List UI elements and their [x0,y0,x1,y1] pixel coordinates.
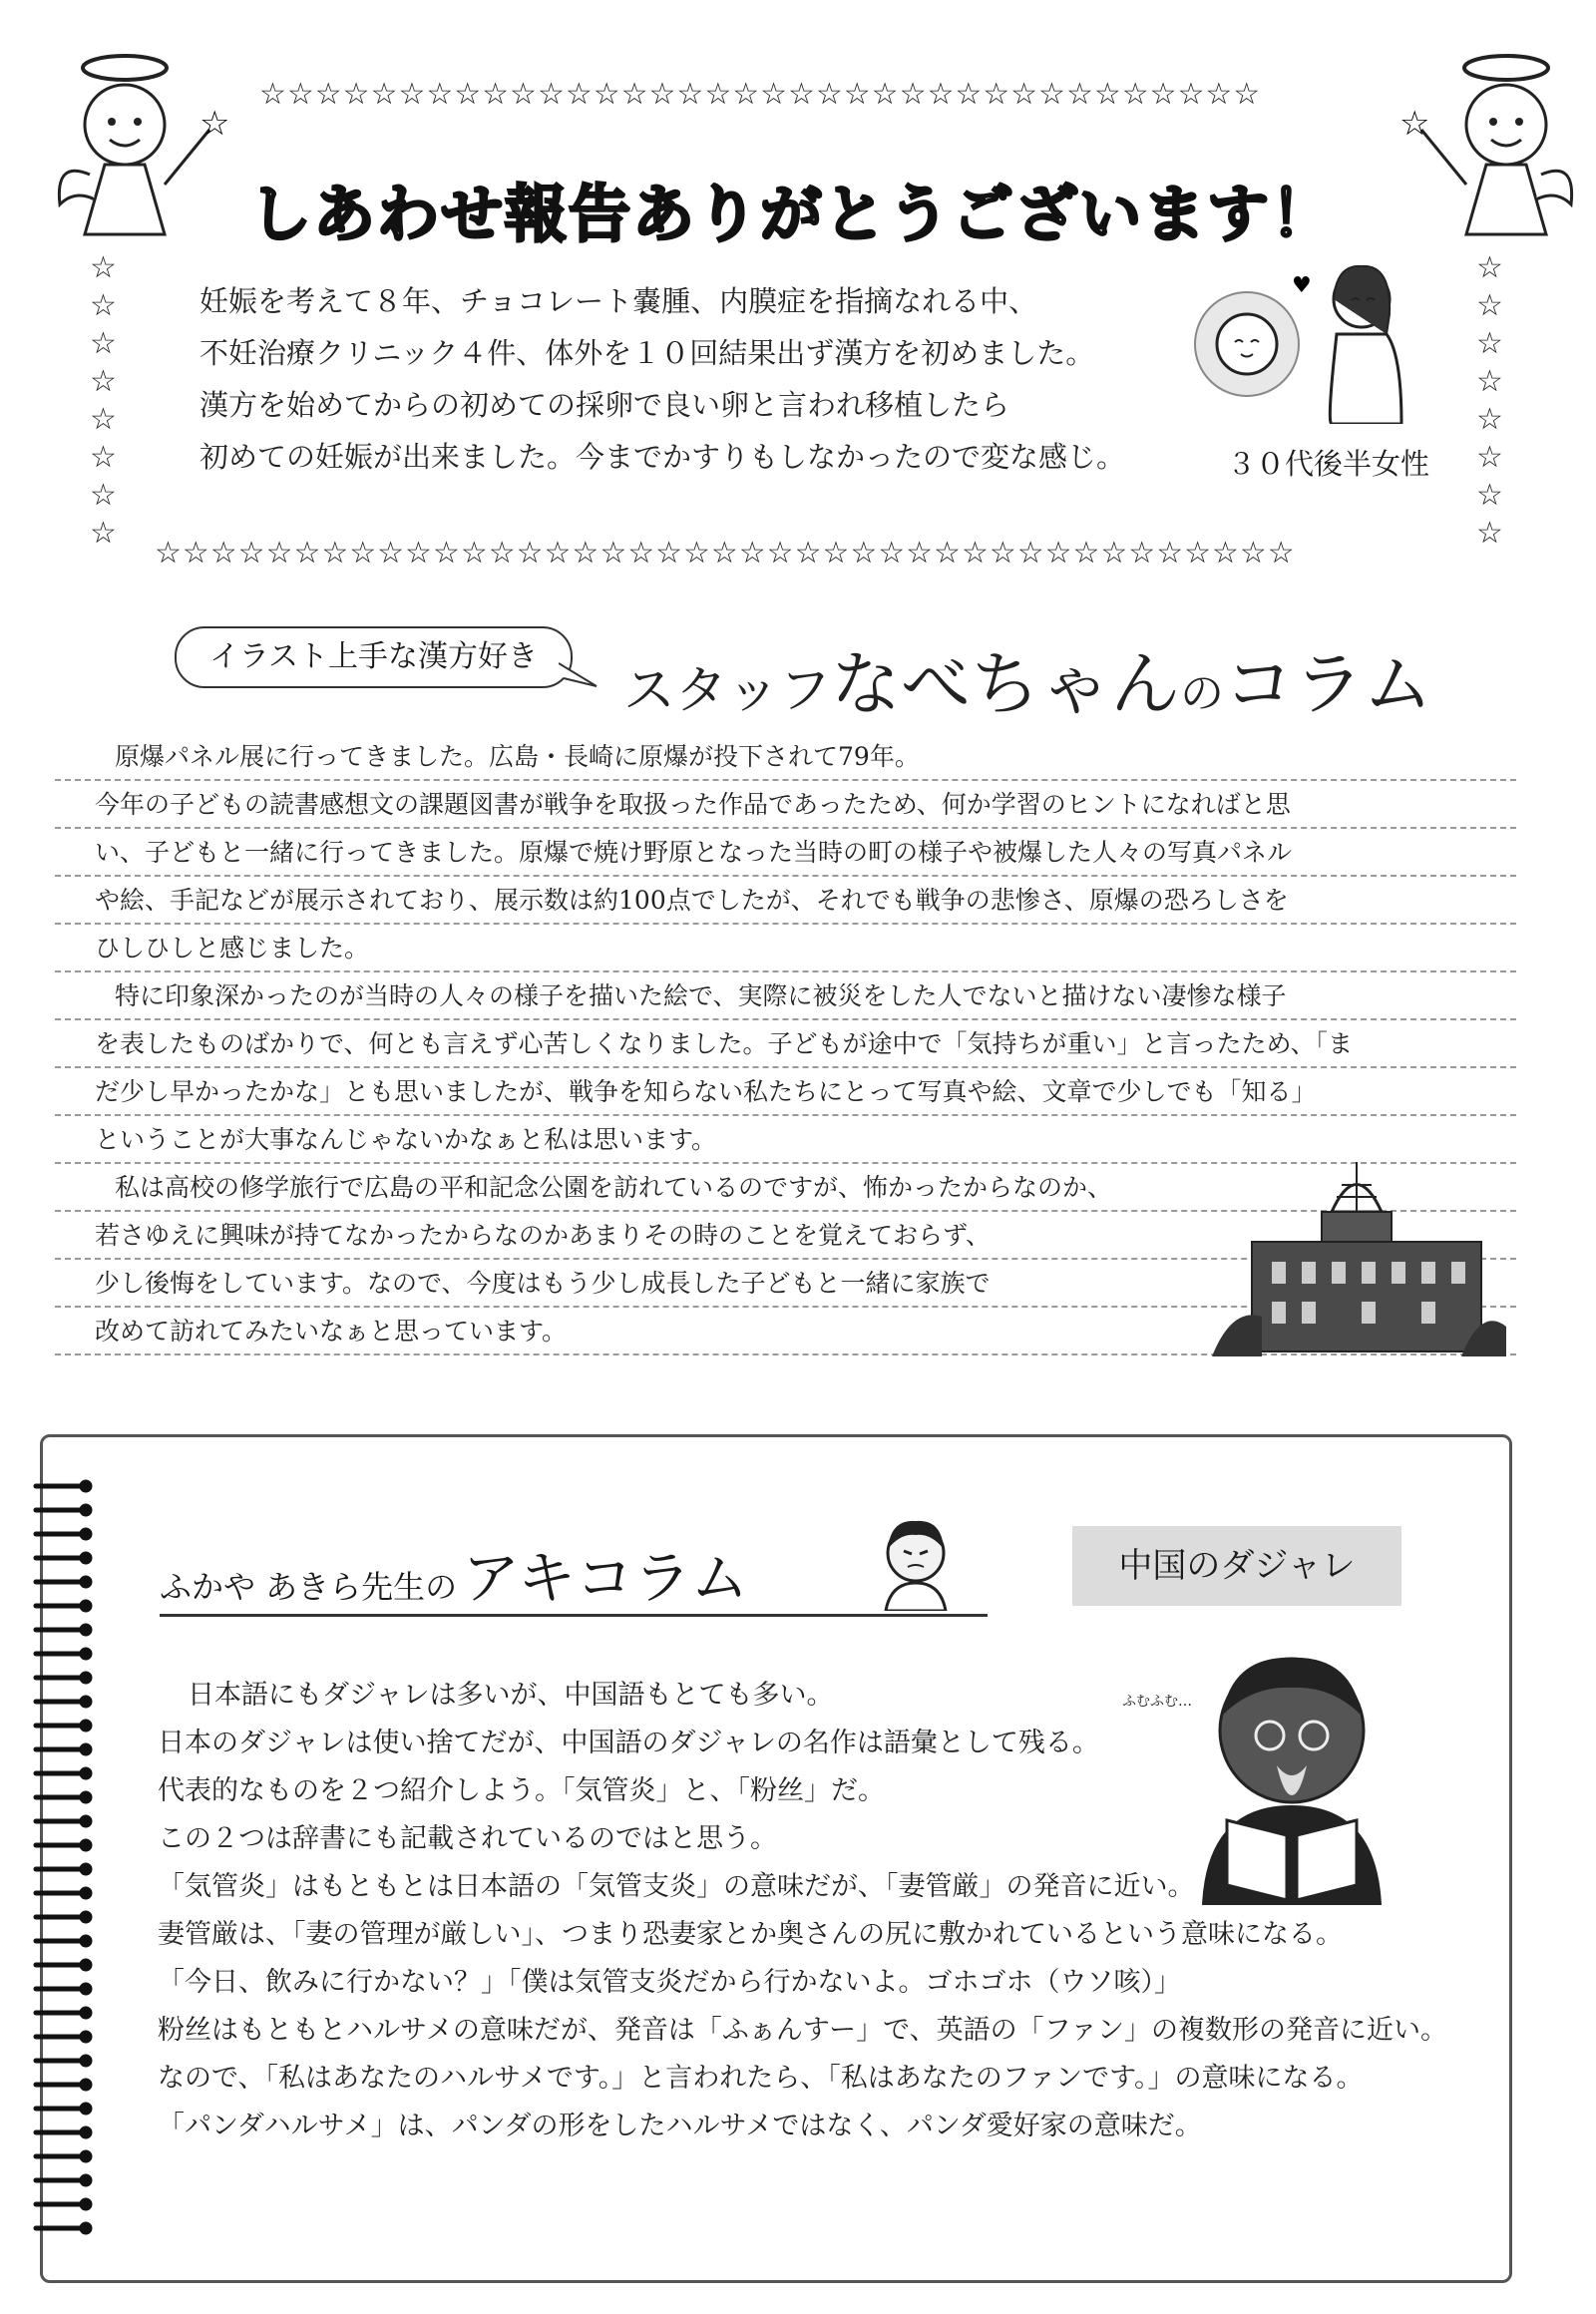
column-text-line: や絵、手記などが展示されており、展示数は約100点でしたが、それでも戦争の悲惨さ、原爆の恐ろしさを [95,886,1289,915]
ruled-line [55,877,1516,925]
svg-text:♥: ♥ [1292,273,1312,298]
aki-column-heading [160,1531,748,1615]
aki-heading-underline [160,1614,988,1617]
report-line: 妊娠を考えて８年、チョコレート嚢腫、内膜症を指摘なれる中、 [200,284,1038,318]
teacher-avatar [876,1511,956,1611]
column-text-line: い、子どもと一緒に行ってきました。原爆で焼け野原となった当時の町の様子や被爆した人々の写真パネル [95,838,1293,867]
title-part: スタッフ [623,661,832,721]
star-border-bottom: ☆☆☆☆☆☆☆☆☆☆☆☆☆☆☆☆☆☆☆☆☆☆☆☆☆☆☆☆☆☆☆☆☆☆☆☆☆☆☆☆☆ [155,539,1296,569]
report-title: しあわせ報告ありがとうございます！ [249,178,1336,250]
column-text-line: 原爆パネル展に行ってきました。広島・長崎に原爆が投下されて79年。 [115,742,920,771]
column-text-line: だ少し早かったかな」とも思いましたが、戦争を知らない私たちにとって写真や絵、文章で少しでも「知る」 [95,1077,1317,1106]
aki-text-line: 代表的なものを２つ紹介しよう。「気管炎」と、「粉丝」だ。 [158,1775,885,1806]
star-border-left: ☆ ☆ ☆ ☆ ☆ ☆ ☆ ☆ [90,250,117,551]
ruled-line [55,829,1516,877]
mother-baby-illustration [1187,254,1426,424]
staff-column-title [623,628,1432,729]
ruled-line [55,733,1516,781]
bubble-tail [559,658,598,688]
report-author: ３０代後半女性 [1227,447,1430,481]
column-text-line: ということが大事なんじゃないかなぁと私は思います。 [95,1125,717,1154]
column-text-line: を表したものばかりで、何とも言えず心苦しくなりました。子どもが途中で「気持ちが重い」と言ったため、「ま [95,1029,1354,1058]
title-part: なべちゃん [831,643,1181,725]
aki-column-title: アキコラム [462,1544,749,1612]
aki-author-prefix: ふかや あきら先生の [160,1568,458,1606]
aki-text-line: 日本のダジャレは使い捨てだが、中国語のダジャレの名作は語彙として残る。 [158,1728,1099,1758]
ruled-line [55,925,1516,972]
reader-caption: ふむふむ… [1122,1694,1192,1710]
column-text-line: 改めて訪れてみたいなぁと思っています。 [95,1317,568,1346]
aki-text-line: この２つは辞書にも記載されているのではと思う。 [158,1823,777,1854]
column-text-line: 私は高校の修学旅行で広島の平和記念公園を訪れているのですが、怖かったからなのか、 [115,1173,1113,1202]
star-border-top: ☆☆☆☆☆☆☆☆☆☆☆☆☆☆☆☆☆☆☆☆☆☆☆☆☆☆☆☆☆☆☆☆☆☆☆☆ [259,80,1262,110]
atomic-dome-illustration [1212,1157,1506,1356]
title-part: コラム [1224,643,1433,725]
aki-text-line: なので、「私はあなたのハルサメです。」と言われたら、「私はあなたのファンです。」の意味になる。 [158,2063,1364,2094]
aki-text-line: 「パンダハルサメ」は、パンダの形をしたハルサメではなく、パンダ愛好家の意味だ。 [158,2111,1202,2141]
column-text-line: 少し後悔をしています。なので、今度はもう少し成長した子どもと一緒に家族で [95,1269,991,1298]
aki-text-line: 「今日、飲みに行かない？」「僕は気管支炎だから行かないよ。ゴホゴホ（ウソ咳）」 [158,1967,1181,1998]
svg-text:☆: ☆ [1399,104,1430,144]
column-text-line: ひしひしと感じました。 [95,934,370,963]
spiral-binding [28,1476,98,2254]
aki-topic-box: 中国のダジャレ [1072,1526,1401,1606]
report-line: 初めての妊娠が出来ました。今までかすりもしなかったので変な感じ。 [200,440,1126,474]
ruled-line [55,781,1516,829]
column-text-line: 今年の子どもの読書感想文の課題図書が戦争を取扱った作品であったため、何か学習のヒントになればと思 [95,790,1291,819]
aki-text-line: 日本語にもダジャレは多いが、中国語もとても多い。 [188,1680,834,1711]
ruled-line [55,1068,1516,1116]
aki-text-line: 「気管炎」はもともとは日本語の「気管支炎」の意味だが、「妻管厳」の発音に近い。 [158,1871,1195,1902]
title-part: の [1180,668,1225,719]
aki-text-line: 粉丝はもともとハルサメの意味だが、発音は「ふぁんすー」で、英語の「ファン」の複数形の発音に近い。 [158,2015,1448,2046]
ruled-line [55,972,1516,1020]
ruled-line [55,1020,1516,1068]
reading-man-illustration [1182,1636,1401,1905]
svg-text:☆: ☆ [200,104,230,144]
aki-text-line: 妻管厳は、「妻の管理が厳しい」、つまり恐妻家とか奥さんの尻に敷かれているという意味になる。 [158,1919,1343,1950]
column-text-line: 特に印象深かったのが当時の人々の様子を描いた絵で、実際に被災をした人でないと描けない凄惨な様子 [115,981,1287,1010]
angel-right-illustration [1392,40,1581,249]
report-line: 漢方を始めてからの初めての採卵で良い卵と言われ移植したら [200,388,1010,422]
angel-left-illustration [50,40,239,249]
star-border-right: ☆ ☆ ☆ ☆ ☆ ☆ ☆ ☆ [1476,250,1503,551]
staff-tag-bubble: イラスト上手な漢方好き [175,626,573,688]
column-text-line: 若さゆえに興味が持てなかったからなのかあまりその時のことを覚えておらず、 [95,1221,992,1250]
report-line: 不妊治療クリニック４件、体外を１０回結果出ず漢方を初めました。 [200,336,1095,370]
